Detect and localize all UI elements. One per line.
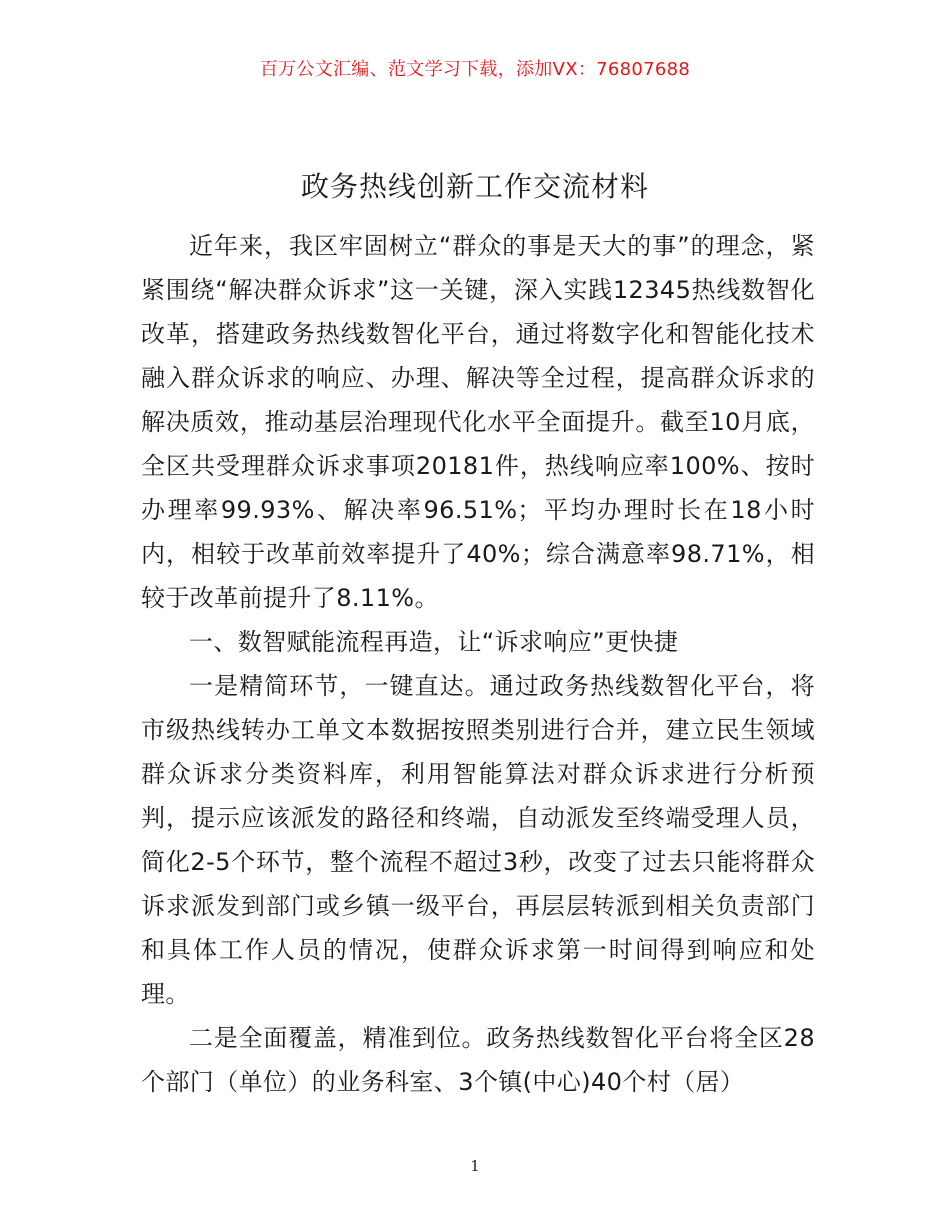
watermark-text: 百万公文汇编、范文学习下载，添加VX：76807688 (259, 59, 691, 80)
intro-paragraph: 近年来，我区牢固树立“群众的事是天大的事”的理念，紧紧围绕“解决群众诉求”这一关键，深入实践12345热线数智化改革，搭建政务热线数智化平台，通过将数字化和智能化技术融入群众诉求的响应、办理、解决等全过程，提高群众诉求的解决质效，推动基层治理现代化水平全面提升。截至10月底，全区共受理群众诉求事项20181件，热线响应率100%、按时办理率99.93%、解决率96.51%；平均办理时长在18小时内，相较于改革前效率提升了40%；综合满意率98.71%，相较于改革前提升了8.11%。 (141, 232, 815, 612)
document-body (141, 224, 815, 1104)
body-paragraph: 二是全面覆盖，精准到位。政务热线数智化平台将全区28个部门（单位）的业务科室、3个镇(中心)40个村（居） (141, 1024, 815, 1096)
document-title: 政务热线创新工作交流材料 (300, 170, 649, 203)
section-heading: 一、数智赋能流程再造，让“诉求响应”更快捷 (189, 628, 679, 656)
page-number: 1 (470, 1157, 480, 1175)
body-paragraph: 一是精简环节，一键直达。通过政务热线数智化平台，将市级热线转办工单文本数据按照类别进行合并，建立民生领域群众诉求分类资料库，利用智能算法对群众诉求进行分析预判，提示应该派发的路径和终端，自动派发至终端受理人员，简化2-5个环节，整个流程不超过3秒，改变了过去只能将群众诉求派发到部门或乡镇一级平台，再层层转派到相关负责部门和具体工作人员的情况，使群众诉求第一时间得到响应和处理。 (141, 672, 815, 1008)
